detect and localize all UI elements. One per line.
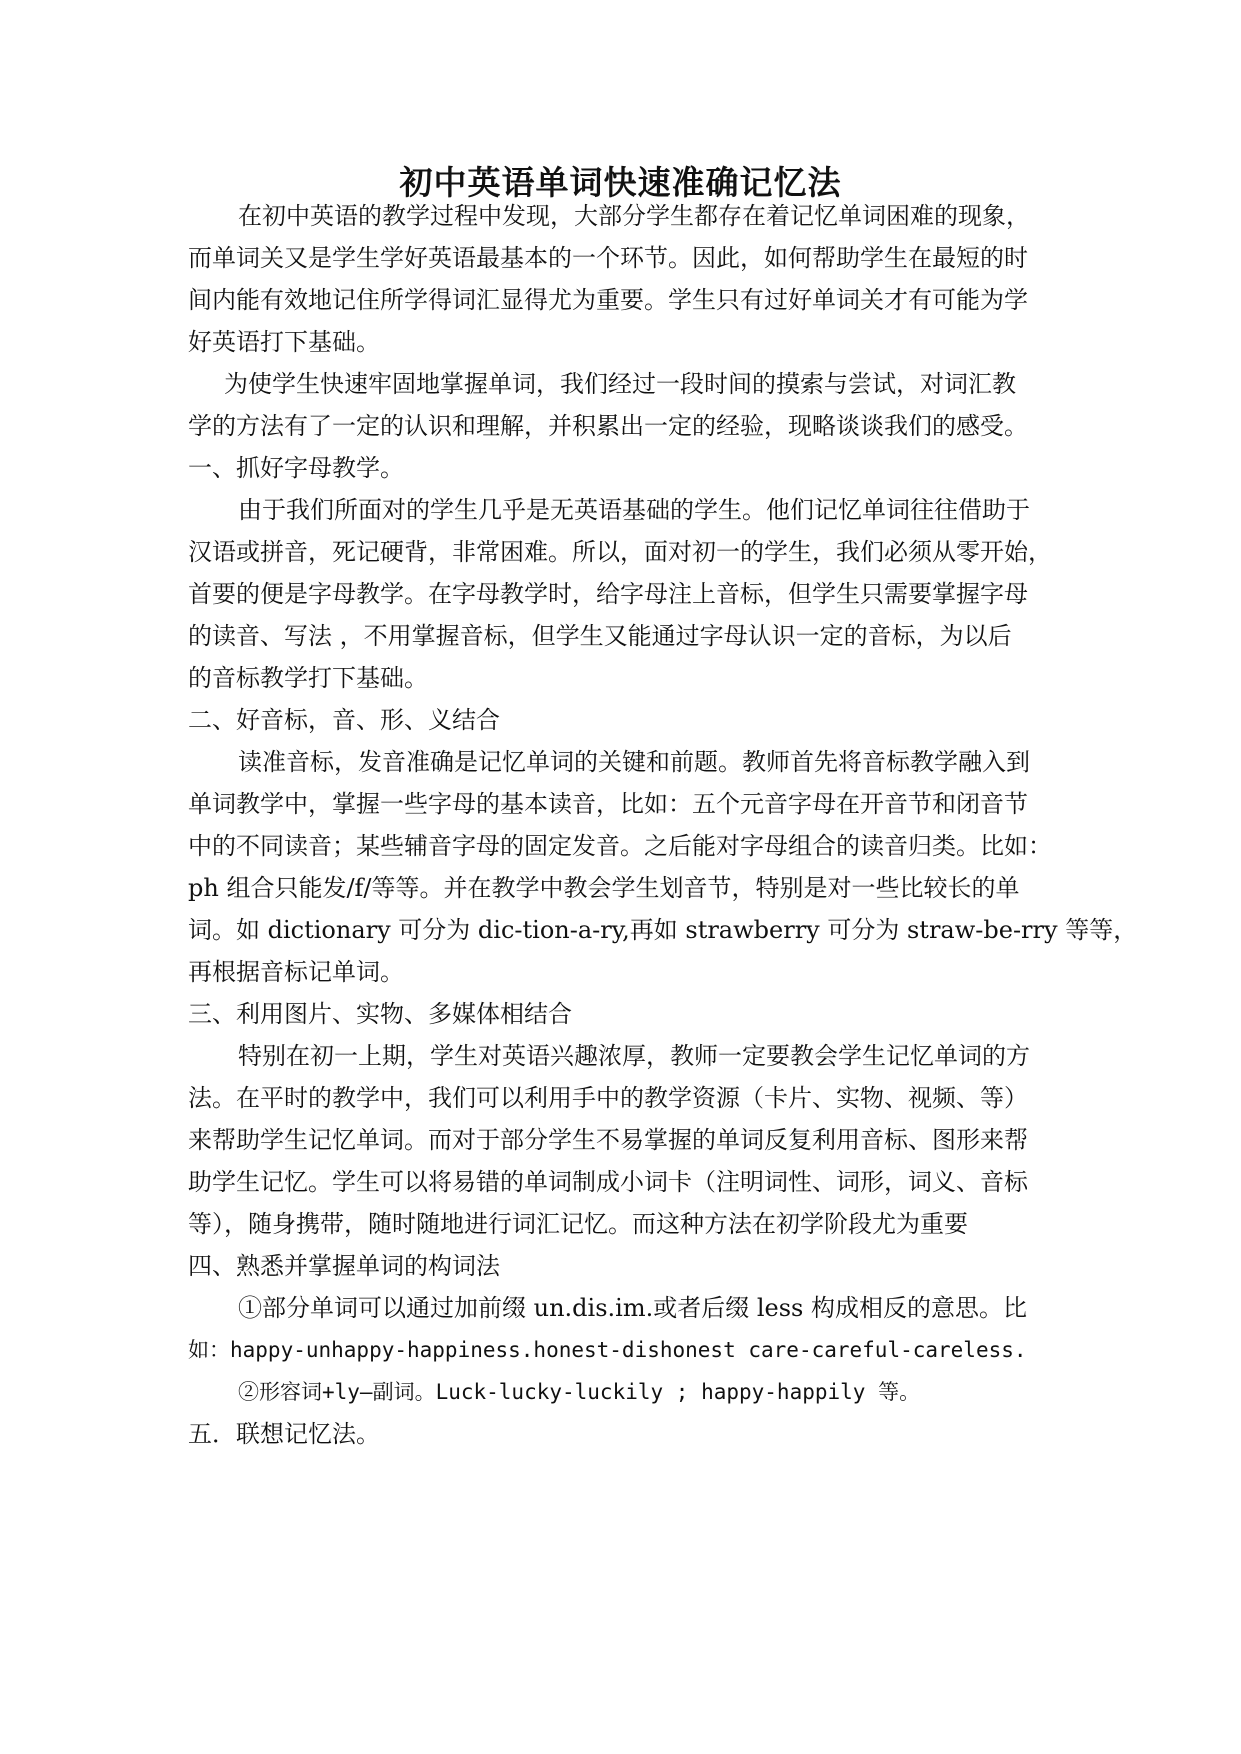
paragraph-line: 特别在初一上期，学生对英语兴趣浓厚，教师一定要教会学生记忆单词的方: [238, 1042, 1030, 1070]
paragraph-line: 而单词关又是学生学好英语最基本的一个环节。因此，如何帮助学生在最短的时: [188, 244, 1028, 272]
paragraph-line: 词。如 dictionary 可分为 dic-tion-a-ry,再如 strawberry 可分为 straw-be-rry 等等，: [188, 916, 1138, 944]
paragraph-line: 来帮助学生记忆单词。而对于部分学生不易掌握的单词反复利用音标、图形来帮: [188, 1126, 1028, 1154]
paragraph-line: 再根据音标记单词。: [188, 958, 404, 986]
paragraph-line: 的音标教学打下基础。: [188, 664, 428, 692]
paragraph-line: 如：happy-unhappy-happiness.honest-dishonest care-careful-careless.: [188, 1338, 1027, 1362]
paragraph-line: 由于我们所面对的学生几乎是无英语基础的学生。他们记忆单词往往借助于: [238, 496, 1030, 524]
paragraph-line: 间内能有效地记住所学得词汇显得尤为重要。学生只有过好单词关才有可能为学: [188, 286, 1028, 314]
paragraph-line: 学的方法有了一定的认识和理解，并积累出一定的经验，现略谈谈我们的感受。: [188, 412, 1028, 440]
paragraph-line: 为使学生快速牢固地掌握单词，我们经过一段时间的摸索与尝试，对词汇教: [224, 370, 1016, 398]
paragraph-line: 汉语或拼音，死记硬背，非常困难。所以，面对初一的学生，我们必须从零开始，: [188, 538, 1052, 566]
paragraph-line: 首要的便是字母教学。在字母教学时，给字母注上音标，但学生只需要掌握字母: [188, 580, 1028, 608]
section-heading: 五．联想记忆法。: [188, 1420, 380, 1448]
section-heading: 三、利用图片、实物、多媒体相结合: [188, 1000, 572, 1028]
paragraph-line: 读准音标，发音准确是记忆单词的关键和前题。教师首先将音标教学融入到: [238, 748, 1030, 776]
section-heading: 一、抓好字母教学。: [188, 454, 404, 482]
paragraph-line: ph 组合只能发/f/等等。并在教学中教会学生划音节，特别是对一些比较长的单: [188, 874, 1020, 902]
paragraph-line: 中的不同读音；某些辅音字母的固定发音。之后能对字母组合的读音归类。比如：: [188, 832, 1052, 860]
paragraph-line: 单词教学中，掌握一些字母的基本读音，比如：五个元音字母在开音节和闭音节: [188, 790, 1028, 818]
paragraph-line: 在初中英语的教学过程中发现，大部分学生都存在着记忆单词困难的现象，: [238, 202, 1030, 230]
paragraph-line: ②形容词+ly—副词。Luck-lucky-luckily ; happy-happily 等。: [238, 1380, 921, 1404]
section-heading: 四、熟悉并掌握单词的构词法: [188, 1252, 500, 1280]
paragraph-line: 助学生记忆。学生可以将易错的单词制成小词卡（注明词性、词形，词义、音标: [188, 1168, 1028, 1196]
paragraph-line: 的读音、写法 ，不用掌握音标，但学生又能通过字母认识一定的音标，为以后: [188, 622, 1012, 650]
section-heading: 二、好音标，音、形、义结合: [188, 706, 500, 734]
paragraph-line: ①部分单词可以通过加前缀 un.dis.im.或者后缀 less 构成相反的意思。比: [238, 1294, 1027, 1322]
paragraph-line: 好英语打下基础。: [188, 328, 380, 356]
paragraph-line: 法。在平时的教学中，我们可以利用手中的教学资源（卡片、实物、视频、等）: [188, 1084, 1028, 1112]
document-title: 初中英语单词快速准确记忆法: [399, 163, 842, 202]
paragraph-line: 等），随身携带，随时随地进行词汇记忆。而这种方法在初学阶段尤为重要: [188, 1210, 968, 1238]
